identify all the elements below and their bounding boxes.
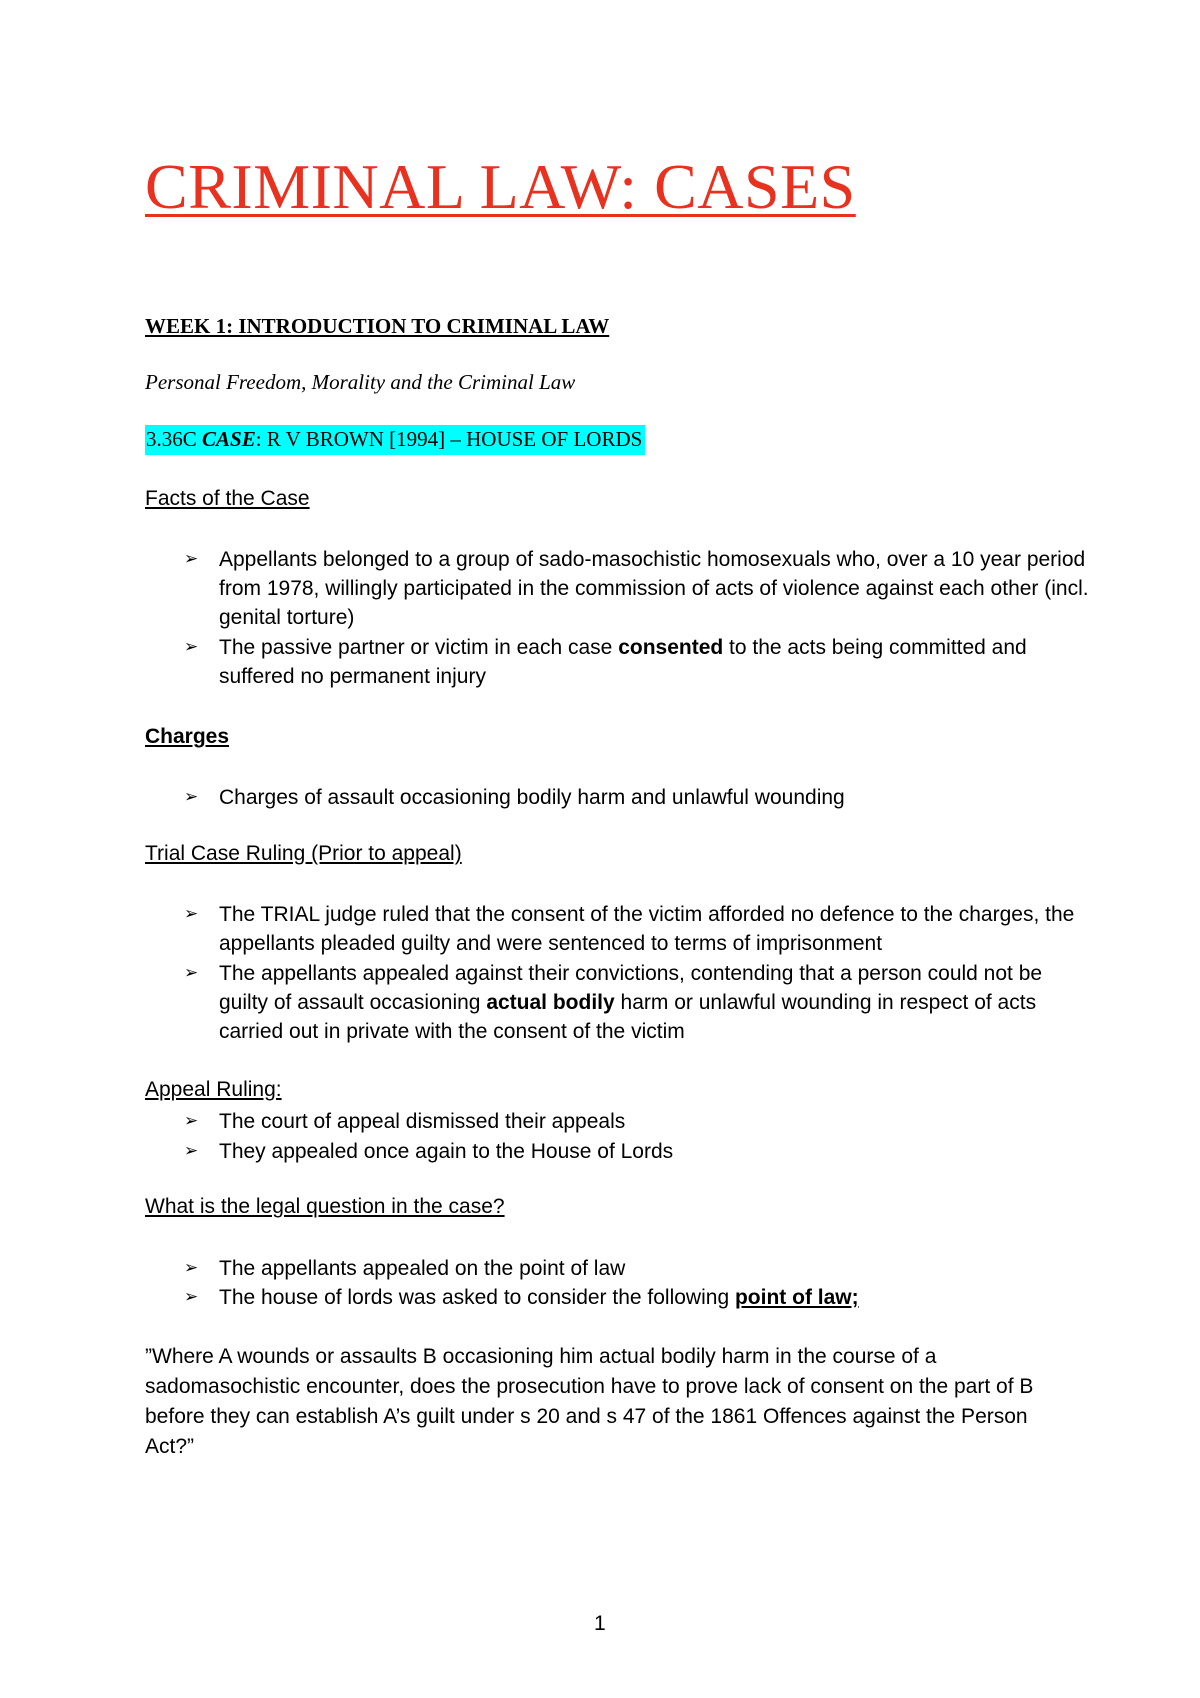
- trial-heading: Trial Case Ruling (Prior to appeal): [145, 842, 462, 865]
- emphasis-consented: consented: [618, 636, 724, 659]
- facts-heading: Facts of the Case: [145, 487, 310, 510]
- arrow-bullet-icon: ➢: [184, 637, 199, 657]
- case-name: : R V BROWN [1994] – HOUSE OF LORDS: [255, 427, 643, 451]
- bullet-text: The court of appeal dismissed their appeals: [219, 1110, 626, 1133]
- bullet-text: The passive partner or victim in each case consented to the acts being committed and suffered no permanent injury: [219, 636, 1027, 688]
- document-title: CRIMINAL LAW: CASES: [145, 151, 856, 222]
- bullet-text: The TRIAL judge ruled that the consent of the victim afforded no defence to the charges, the appellants pleaded guilty and were sentenced to terms of imprisonment: [219, 903, 1075, 955]
- arrow-bullet-icon: ➢: [184, 1141, 199, 1161]
- case-label: CASE: [202, 427, 256, 451]
- bullet-text: Appellants belonged to a group of sado-masochistic homosexuals who, over a 10 year period from 1978, willingly participated in the commission of acts of violence against each other (incl. genital torture): [219, 548, 1089, 629]
- appeal-heading: Appeal Ruling:: [145, 1078, 282, 1101]
- arrow-bullet-icon: ➢: [184, 1287, 199, 1307]
- page-number: 1: [594, 1612, 606, 1635]
- bullet-text: They appealed once again to the House of Lords: [219, 1140, 674, 1163]
- arrow-bullet-icon: ➢: [184, 1258, 199, 1278]
- week-heading: WEEK 1: INTRODUCTION TO CRIMINAL LAW: [145, 314, 610, 338]
- arrow-bullet-icon: ➢: [184, 963, 199, 983]
- emphasis-point-of-law: point of law;: [734, 1286, 859, 1309]
- emphasis-actual-bodily: actual bodily: [486, 991, 615, 1014]
- case-heading: [145, 425, 645, 455]
- bullet-text: The appellants appealed on the point of law: [219, 1257, 626, 1280]
- charges-heading: Charges: [145, 725, 230, 748]
- question-heading: What is the legal question in the case?: [145, 1195, 505, 1218]
- bullet-text: Charges of assault occasioning bodily harm and unlawful wounding: [219, 786, 845, 809]
- arrow-bullet-icon: ➢: [184, 787, 199, 807]
- arrow-bullet-icon: ➢: [184, 1111, 199, 1131]
- arrow-bullet-icon: ➢: [184, 549, 199, 569]
- subtitle: Personal Freedom, Morality and the Criminal Law: [145, 370, 576, 394]
- case-number: 3.36C: [146, 427, 203, 451]
- bullet-text: The appellants appealed against their convictions, contending that a person could not be guilty of assault occasioning actual bodily harm or unlawful wounding in respect of acts carried out in private with the consent of the victim: [219, 962, 1043, 1043]
- legal-question-quote: ”Where A wounds or assaults B occasioning him actual bodily harm in the course of a sadomasochistic encounter, does the prosecution have to prove lack of consent on the part of B before they can establish A’s guilt under s 20 and s 47 of the 1861 Offences against the Person Act?”: [145, 1345, 1034, 1458]
- bullet-text: The house of lords was asked to consider the following point of law;: [219, 1286, 859, 1309]
- arrow-bullet-icon: ➢: [184, 904, 199, 924]
